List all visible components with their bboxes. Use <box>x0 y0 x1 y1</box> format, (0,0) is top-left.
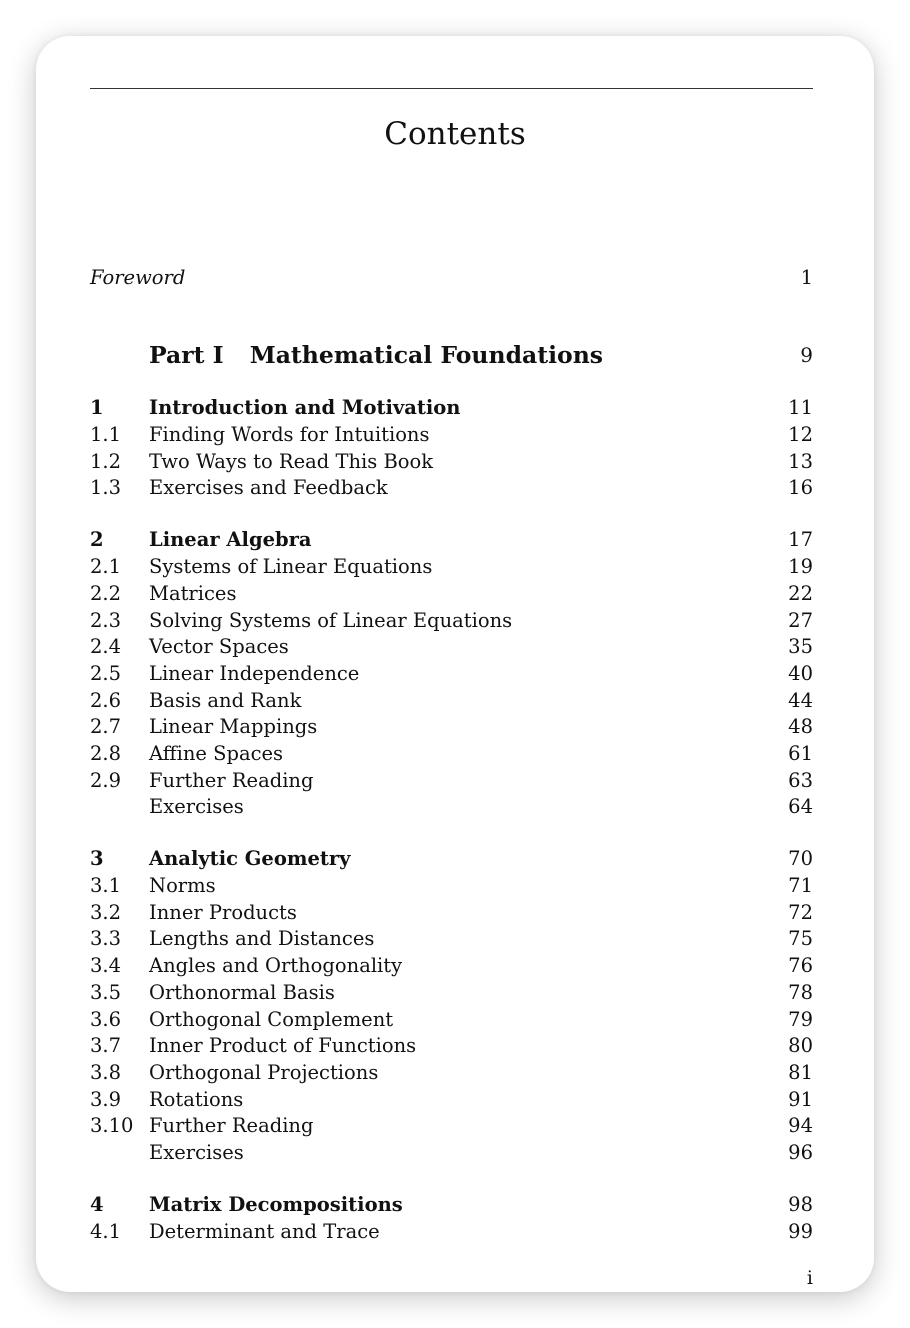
section-number: 2.8 <box>90 742 122 765</box>
section-number: 3.5 <box>90 981 122 1004</box>
toc-section[interactable] <box>90 872 813 899</box>
section-title: Exercises <box>149 1141 244 1164</box>
section-number: 2.7 <box>90 715 122 738</box>
section-page: 94 <box>788 1114 813 1137</box>
section-page: 99 <box>788 1220 813 1243</box>
toc-section[interactable] <box>90 660 813 687</box>
section-title: Orthogonal Projections <box>149 1061 379 1084</box>
toc-chapter-4[interactable] <box>90 1191 813 1218</box>
part-number: Part I <box>149 341 224 369</box>
toc-section[interactable] <box>90 899 813 926</box>
section-page: 27 <box>788 609 813 632</box>
section-page: 80 <box>788 1034 813 1057</box>
toc-section[interactable] <box>90 979 813 1006</box>
section-title: Determinant and Trace <box>149 1220 380 1243</box>
page-number-folio: i <box>806 1267 813 1289</box>
chapter-number: 3 <box>90 847 104 870</box>
section-number: 3.4 <box>90 954 122 977</box>
toc-chapter-3[interactable] <box>90 845 813 872</box>
section-number: 2.5 <box>90 662 122 685</box>
section-number: 3.6 <box>90 1008 122 1031</box>
section-page: 48 <box>788 715 813 738</box>
toc-section[interactable] <box>90 713 813 740</box>
section-number: 3.3 <box>90 927 122 950</box>
chapter-title: Linear Algebra <box>149 528 312 551</box>
section-number: 3.10 <box>90 1114 134 1137</box>
section-title: Linear Mappings <box>149 715 318 738</box>
toc-entry-page: 1 <box>800 266 813 289</box>
toc-section[interactable] <box>90 553 813 580</box>
section-page: 22 <box>788 582 813 605</box>
section-number: 2.4 <box>90 635 122 658</box>
toc-entry-part[interactable] <box>90 338 813 372</box>
section-number: 2.1 <box>90 555 122 578</box>
section-page: 13 <box>788 450 813 473</box>
section-title: Solving Systems of Linear Equations <box>149 609 513 632</box>
section-title: Finding Words for Intuitions <box>149 423 430 446</box>
toc-section[interactable] <box>90 925 813 952</box>
chapter-page: 17 <box>788 528 813 551</box>
section-page: 61 <box>788 742 813 765</box>
section-title: Further Reading <box>149 1114 314 1137</box>
section-title: Exercises <box>149 795 244 818</box>
toc-section[interactable] <box>90 1218 813 1245</box>
section-page: 35 <box>788 635 813 658</box>
section-number: 1.3 <box>90 476 122 499</box>
chapter-page: 11 <box>788 396 813 419</box>
toc-section[interactable] <box>90 767 813 794</box>
section-page: 81 <box>788 1061 813 1084</box>
toc-section[interactable] <box>90 1059 813 1086</box>
section-page: 71 <box>788 874 813 897</box>
section-number: 2.9 <box>90 769 122 792</box>
section-title: Norms <box>149 874 216 897</box>
toc-entry-page: 9 <box>800 343 813 367</box>
section-number: 3.2 <box>90 901 122 924</box>
section-number: 3.8 <box>90 1061 122 1084</box>
section-title: Two Ways to Read This Book <box>149 450 434 473</box>
section-number: 1.2 <box>90 450 122 473</box>
toc-section[interactable] <box>90 1112 813 1139</box>
section-title: Inner Product of Functions <box>149 1034 417 1057</box>
section-number: 2.2 <box>90 582 122 605</box>
document-page <box>36 36 874 1292</box>
toc-chapter-1[interactable] <box>90 394 813 421</box>
section-title: Affine Spaces <box>149 742 284 765</box>
section-number: 3.9 <box>90 1088 122 1111</box>
toc-entry-foreword[interactable] <box>90 264 813 291</box>
section-number: 3.1 <box>90 874 122 897</box>
section-number: 2.6 <box>90 689 122 712</box>
section-title: Inner Products <box>149 901 297 924</box>
section-page: 64 <box>788 795 813 818</box>
chapter-number: 1 <box>90 396 104 419</box>
section-page: 75 <box>788 927 813 950</box>
toc-section[interactable] <box>90 607 813 634</box>
section-title: Basis and Rank <box>149 689 302 712</box>
chapter-page: 98 <box>788 1193 813 1216</box>
toc-section[interactable] <box>90 580 813 607</box>
toc-section[interactable] <box>90 633 813 660</box>
section-title: Further Reading <box>149 769 314 792</box>
section-page: 63 <box>788 769 813 792</box>
toc-section[interactable] <box>90 448 813 475</box>
section-page: 40 <box>788 662 813 685</box>
chapter-title: Introduction and Motivation <box>149 396 461 419</box>
section-title: Orthogonal Complement <box>149 1008 394 1031</box>
section-page: 96 <box>788 1141 813 1164</box>
top-rule <box>90 88 813 89</box>
toc-section[interactable] <box>90 952 813 979</box>
toc-section[interactable] <box>90 740 813 767</box>
section-title: Exercises and Feedback <box>149 476 388 499</box>
chapter-number: 4 <box>90 1193 104 1216</box>
toc-section[interactable] <box>90 1086 813 1113</box>
section-title: Matrices <box>149 582 237 605</box>
section-page: 44 <box>788 689 813 712</box>
section-title: Vector Spaces <box>149 635 289 658</box>
section-page: 91 <box>788 1088 813 1111</box>
toc-section[interactable] <box>90 1139 813 1166</box>
chapter-title: Analytic Geometry <box>149 847 351 870</box>
chapter-page: 70 <box>788 847 813 870</box>
page-title: Contents <box>384 116 526 152</box>
section-page: 72 <box>788 901 813 924</box>
section-page: 12 <box>788 423 813 446</box>
section-title: Rotations <box>149 1088 244 1111</box>
toc-section[interactable] <box>90 793 813 820</box>
toc-section[interactable] <box>90 687 813 714</box>
part-title: Mathematical Foundations <box>249 341 604 369</box>
part-heading <box>149 338 603 372</box>
section-title: Orthonormal Basis <box>149 981 335 1004</box>
section-title: Linear Independence <box>149 662 360 685</box>
section-title: Systems of Linear Equations <box>149 555 433 578</box>
section-number: 1.1 <box>90 423 122 446</box>
section-number: 4.1 <box>90 1220 122 1243</box>
toc-entry-title: Foreword <box>90 266 186 289</box>
section-page: 16 <box>788 476 813 499</box>
toc-section[interactable] <box>90 474 813 501</box>
section-page: 79 <box>788 1008 813 1031</box>
section-number: 3.7 <box>90 1034 122 1057</box>
section-title: Angles and Orthogonality <box>149 954 403 977</box>
chapter-title: Matrix Decompositions <box>149 1193 403 1216</box>
toc-section[interactable] <box>90 1032 813 1059</box>
section-page: 78 <box>788 981 813 1004</box>
section-number: 2.3 <box>90 609 122 632</box>
section-page: 19 <box>788 555 813 578</box>
section-page: 76 <box>788 954 813 977</box>
chapter-number: 2 <box>90 528 104 551</box>
toc-section[interactable] <box>90 1006 813 1033</box>
toc-chapter-2[interactable] <box>90 526 813 553</box>
section-title: Lengths and Distances <box>149 927 375 950</box>
toc-section[interactable] <box>90 421 813 448</box>
